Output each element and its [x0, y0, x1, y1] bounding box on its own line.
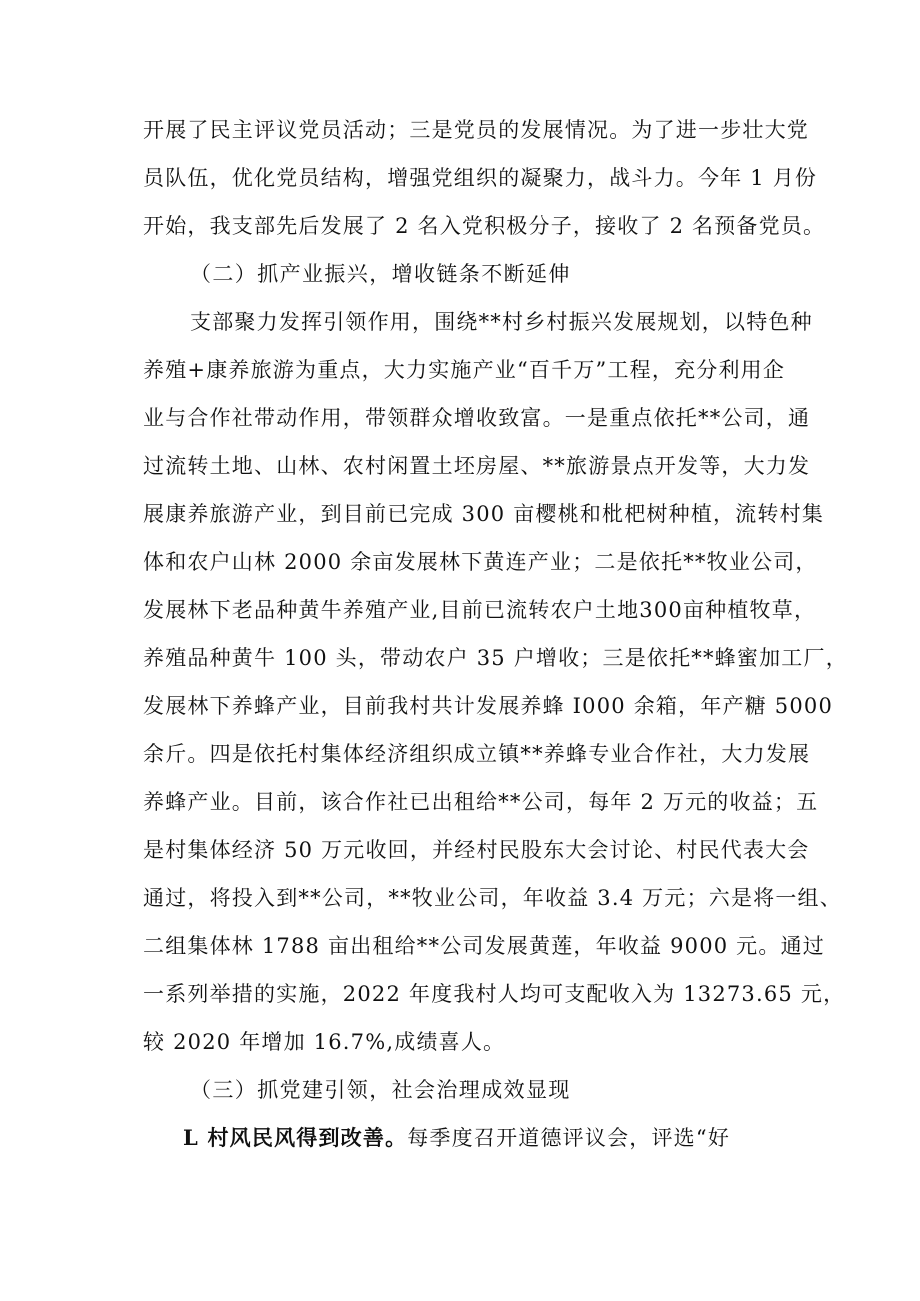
body-line-1: 开展了民主评议党员活动；三是党员的发展情况。为了进一步壮大党	[143, 118, 809, 142]
body-line-2: 员队伍，优化党员结构，增强党组织的凝聚力，战斗力。今年 1 月份	[143, 166, 818, 190]
body-line-7: 业与合作社带动作用，带领群众增收致富。一是重点依托**公司，通	[143, 406, 811, 430]
section-heading-3: （三）抓党建引领，社会治理成效显现	[190, 1078, 571, 1102]
body-line-8: 过流转土地、山林、农村闲置土坯房屋、**旅游景点开发等，大力发	[143, 454, 811, 478]
body-line-18: 二组集体林 1788 亩出租给**公司发展黄莲，年收益 9000 元。通过	[143, 934, 825, 958]
body-line-13: 发展林下养蜂产业，目前我村共计发展养蜂 I000 余箱，年产糖 5000	[143, 694, 834, 718]
body-line-17: 通过，将投入到**公司，**牧业公司，年收益 3.4 万元；六是将一组、	[143, 886, 842, 910]
body-line-11: 发展林下老品种黄牛养殖产业,目前已流转农户土地300亩种植牧草，	[143, 598, 817, 622]
body-line-16: 是村集体经济 50 万元收回，并经村民股东大会讨论、村民代表大会	[143, 838, 810, 862]
subsection-text: 每季度召开道德评议会，评选“好	[407, 1126, 731, 1150]
body-line-19: 一系列举措的实施，2022 年度我村人均可支配收入为 13273.65 元，	[143, 982, 846, 1006]
body-line-3: 开始，我支部先后发展了 2 名入党积极分子，接收了 2 名预备党员。	[143, 214, 826, 238]
section-heading-2: （二）抓产业振兴，增收链条不断延伸	[190, 262, 571, 286]
body-line-9: 展康养旅游产业，到目前已完成 300 亩樱桃和枇杷树种植，流转村集	[143, 502, 825, 526]
body-line-14: 余斤。四是依托村集体经济组织成立镇**养蜂专业合作社，大力发展	[143, 742, 811, 766]
body-line-15: 养蜂产业。目前，该合作社已出租给**公司，每年 2 万元的收益；五	[143, 790, 819, 814]
subsection-lead: L 村风民风得到改善。	[183, 1125, 408, 1150]
body-line-6: 养殖+康养旅游为重点，大力实施产业“百千万”工程，充分利用企	[143, 358, 786, 382]
body-line-22	[183, 1124, 730, 1152]
body-line-20: 较 2020 年增加 16.7%,成绩喜人。	[143, 1030, 506, 1054]
body-line-12: 养殖品种黄牛 100 头，带动农户 35 户增收；三是依托**蜂蜜加工厂，	[143, 646, 848, 670]
body-line-10: 体和农户山林 2000 余亩发展林下黄连产业；二是依托**牧业公司，	[143, 550, 818, 574]
body-line-5: 支部聚力发挥引领作用，围绕**村乡村振兴发展规划，以特色种	[190, 310, 813, 334]
